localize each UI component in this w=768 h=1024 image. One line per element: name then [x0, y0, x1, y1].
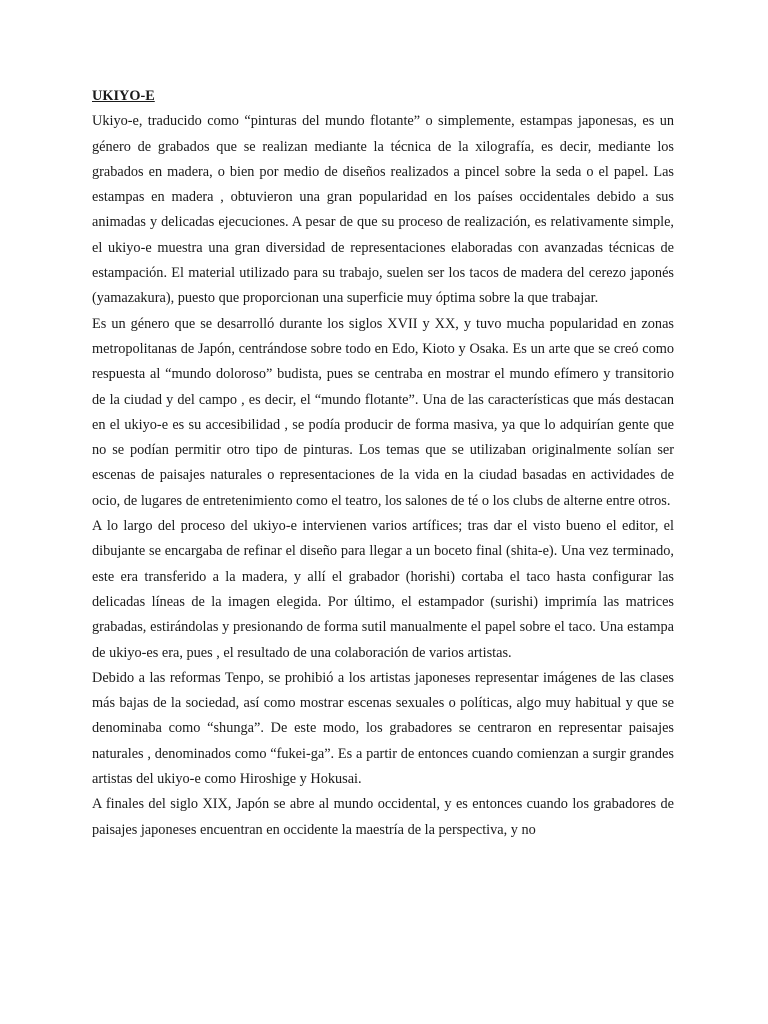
- paragraph-4: Debido a las reformas Tenpo, se prohibió a los artistas japoneses representar imágenes de las clases más bajas de la sociedad, así como mostrar escenas sexuales o políticas, algo muy habitual y que se denominaba como “shunga”. De este modo, los grabadores se centraron en representar paisajes naturales , denominados como “fukei-ga”. Es a partir de entonces cuando comienzan a surgir grandes artistas del ukiyo-e como Hiroshige y Hokusai.: [92, 669, 674, 788]
- paragraph-3: A lo largo del proceso del ukiyo-e intervienen varios artífices; tras dar el visto bueno el editor, el dibujante se encargaba de refinar el diseño para llegar a un boceto final (shita-e). Una vez terminado, este era transferido a la madera, y allí el grabador (horishi) cortaba el taco hasta configurar las delicadas líneas de la imagen elegida. Por último, el estampador (surishi) imprimía las matrices grabadas, estirándolas y presionando de forma sutil manualmente el papel sobre el taco. Una estampa de ukiyo-es era, pues , el resultado de una colaboración de varios artistas.: [92, 518, 674, 661]
- paragraph-1: Ukiyo-e, traducido como “pinturas del mundo flotante” o simplemente, estampas japonesas, es un género de grabados que se realizan mediante la técnica de la xilografía, es decir, mediante los grabados en madera, o bien por medio de diseños realizados a pincel sobre la seda o el papel. Las estampas en madera , obtuvieron una gran popularidad en los países occidentales debido a sus animadas y delicadas ejecuciones. A pesar de que su proceso de realización, es relativamente simple, el ukiyo-e muestra una gran diversidad de representaciones elaboradas con avanzadas técnicas de estampación. El material utilizado para su trabajo, suelen ser los tacos de madera del cerezo japonés (yamazakura), puesto que proporcionan una superficie muy óptima sobre la que trabajar.: [92, 113, 674, 307]
- paragraph-2: Es un género que se desarrolló durante los siglos XVII y XX, y tuvo mucha popularidad en zonas metropolitanas de Japón, centrándose sobre todo en Edo, Kioto y Osaka. Es un arte que se creó como respuesta al “mundo doloroso” budista, pues se centraba en mostrar el mundo efímero y transitorio de la ciudad y del campo , es decir, el “mundo flotante”. Una de las características que más destacan en el ukiyo-e es su accesibilidad , se podía producir de forma masiva, ya que lo adquirían gente que no se podían permitir otro tipo de pinturas. Los temas que se utilizaban originalmente solían ser escenas de paisajes naturales o representaciones de la vida en la ciudad basadas en actividades de ocio, de lugares de entretenimiento como el teatro, los salones de té o los clubs de alterne entre otros.: [92, 315, 674, 509]
- paragraph-5: A finales del siglo XIX, Japón se abre al mundo occidental, y es entonces cuando los grabadores de paisajes japoneses encuentran en occidente la maestría de la perspectiva, y no: [92, 796, 674, 838]
- document-title: UKIYO-E: [92, 88, 155, 104]
- document-page: [92, 84, 674, 843]
